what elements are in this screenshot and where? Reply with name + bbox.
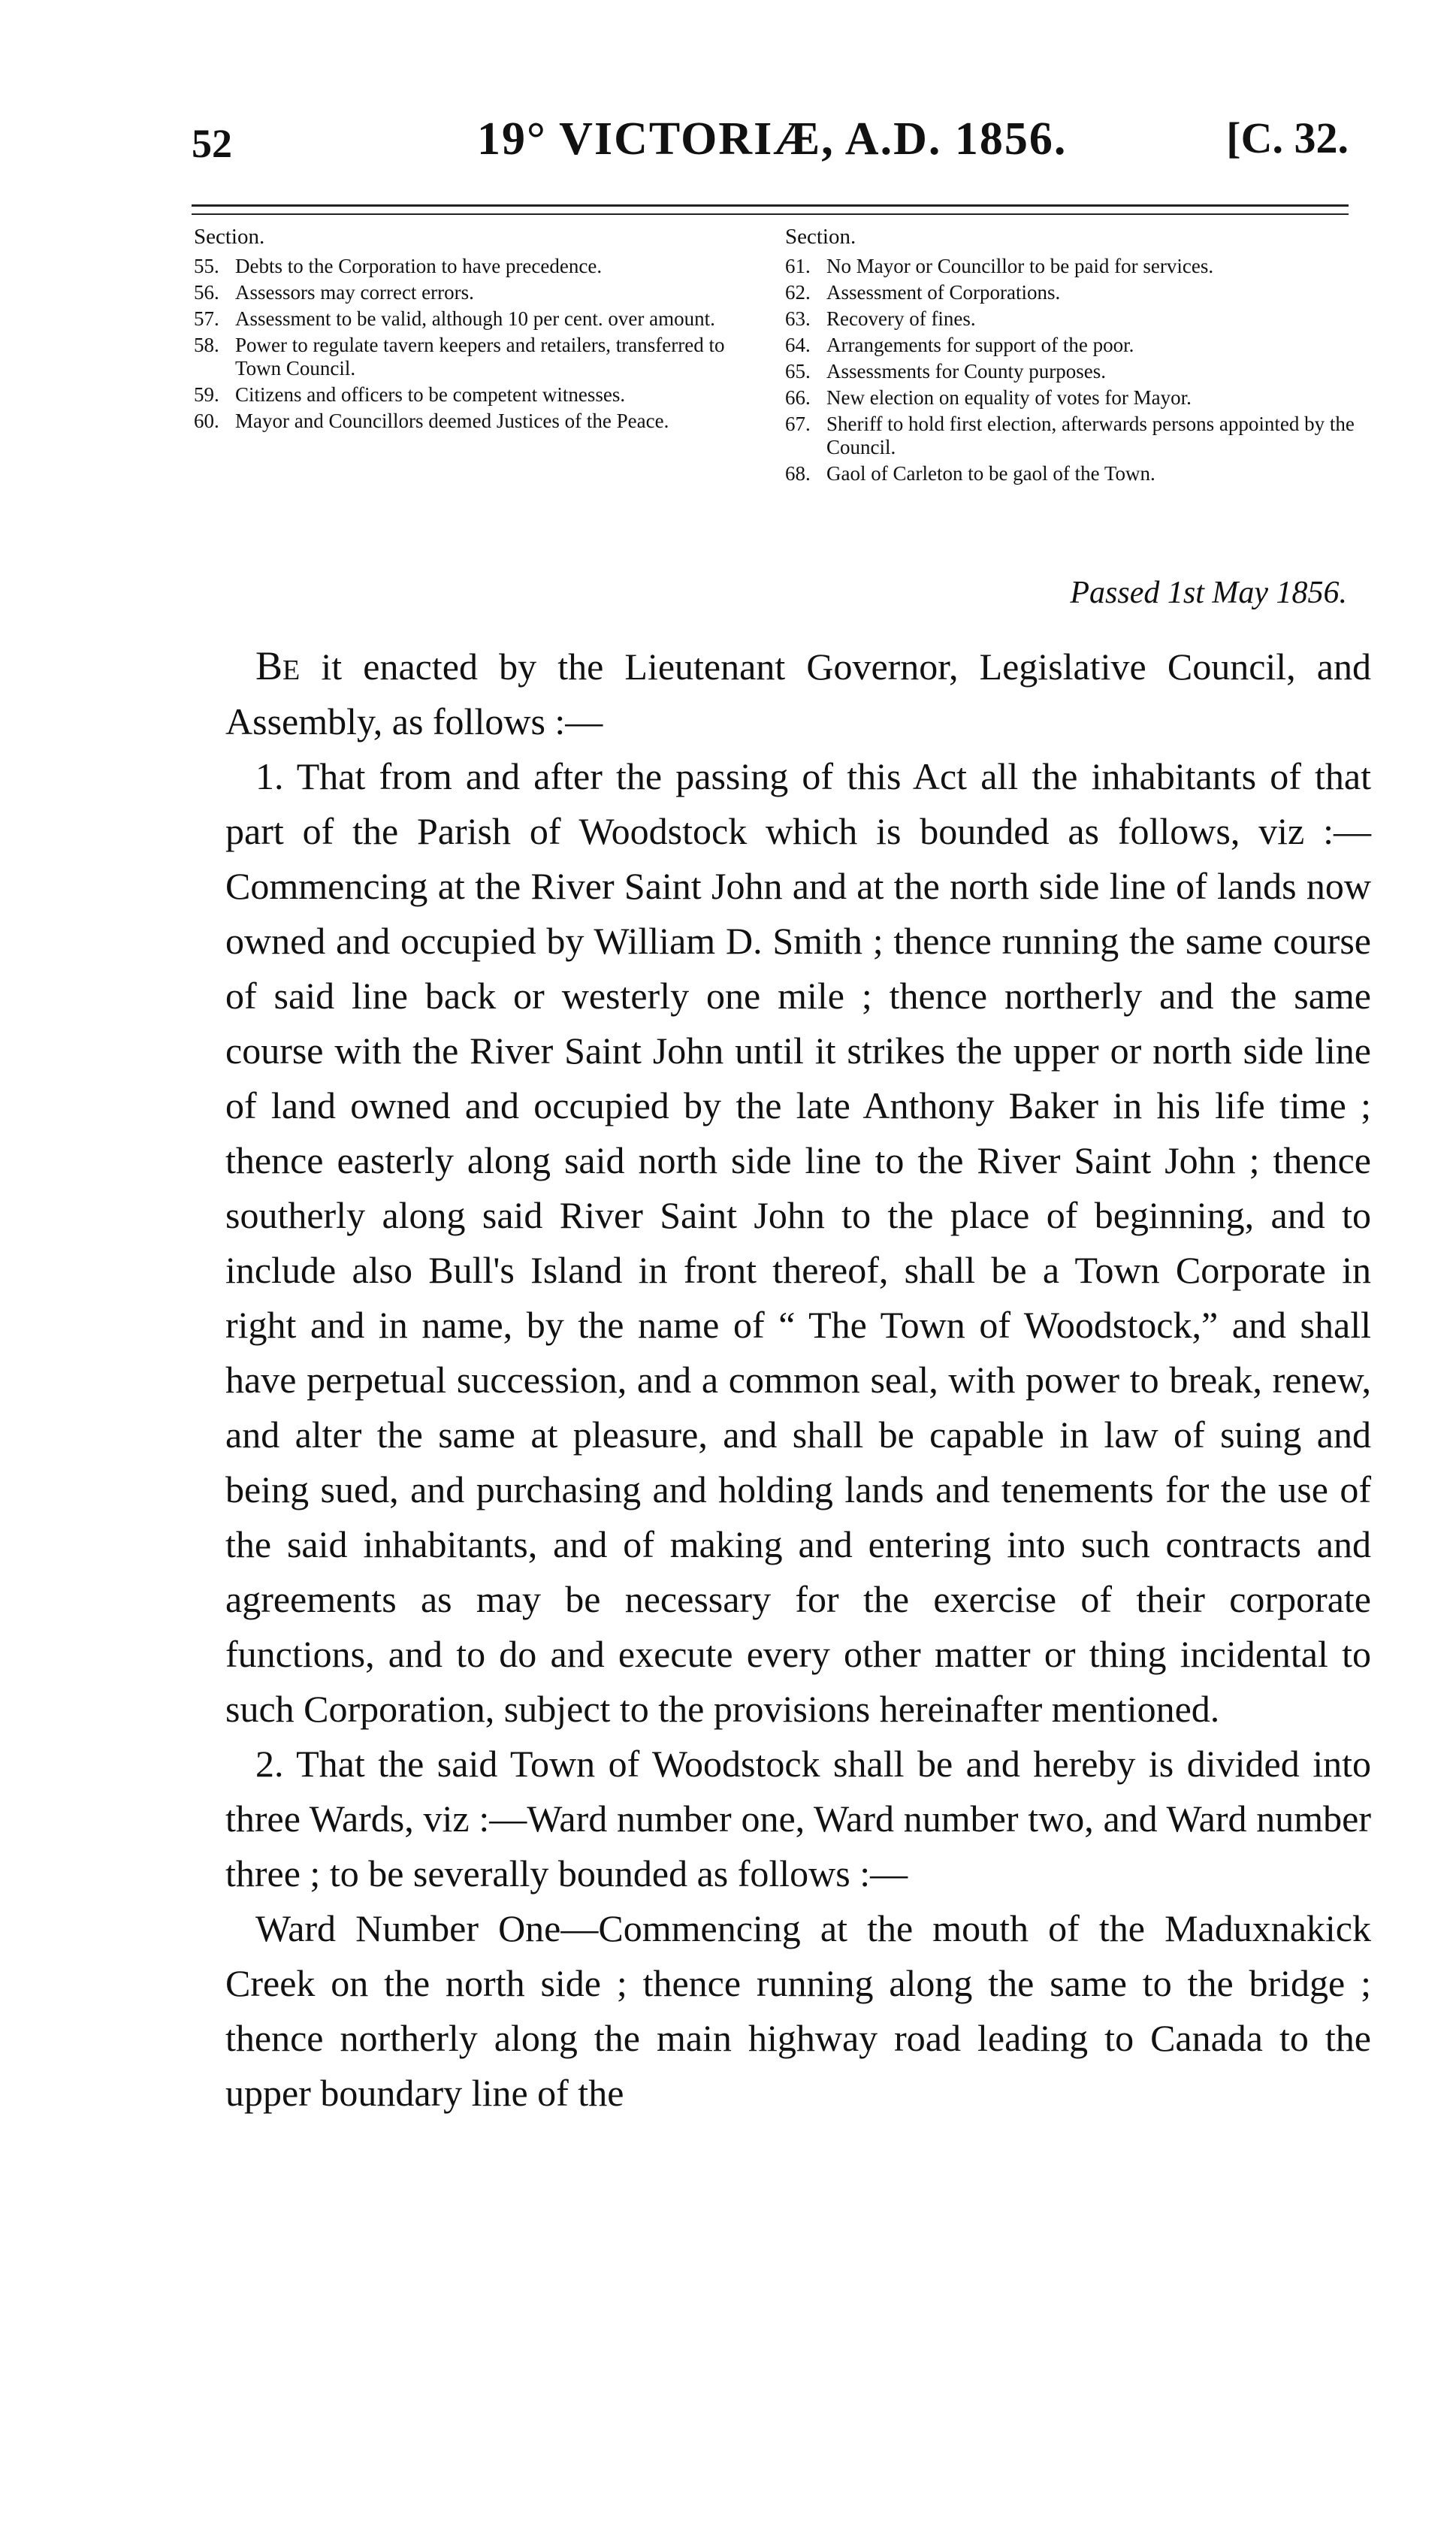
page-number: 52 <box>192 121 232 166</box>
running-title: 19° VICTORIÆ, A.D. 1856. <box>477 113 1068 165</box>
header-rule <box>192 204 1349 207</box>
section-index-item <box>785 360 1356 383</box>
section-number: 62. <box>785 281 811 304</box>
section-index-left <box>194 225 750 436</box>
section-index-item <box>194 410 750 433</box>
enacting-first-word: Be <box>255 643 301 688</box>
section-number: 60. <box>194 410 219 432</box>
section-index-item <box>785 413 1356 459</box>
section-index-item <box>785 462 1356 485</box>
section-number: 57. <box>194 307 219 330</box>
header-rule-secondary <box>192 213 1349 215</box>
enacting-clause <box>225 639 1371 749</box>
section-index-item <box>194 334 750 380</box>
section-number: 63. <box>785 307 811 330</box>
section-index-heading: Section. <box>785 225 856 249</box>
section-number: 58. <box>194 334 219 356</box>
section-summary: Recovery of fines. <box>826 307 976 330</box>
section-number: 68. <box>785 462 811 485</box>
section-index-item <box>785 334 1356 357</box>
section-number: 59. <box>194 383 219 406</box>
section-index-item <box>194 281 750 304</box>
section-number: 61. <box>785 255 811 277</box>
enacting-clause-text: it enacted by the Lieutenant Governor, Legislative Council, and Assembly, as follows :— <box>225 646 1371 742</box>
section-index-item <box>785 281 1356 304</box>
chapter-reference: [C. 32. <box>1226 113 1349 162</box>
section-2-paragraph: 2. That the said Town of Woodstock shall be and hereby is divided into three Wards, viz :—Ward number one, Ward number two, and Ward number three ; to be severally bounded as follows :— <box>225 1743 1371 1894</box>
section-index-heading: Section. <box>194 225 265 249</box>
section-number: 66. <box>785 386 811 409</box>
section-summary: Sheriff to hold first election, afterwards persons appointed by the Council. <box>826 413 1355 458</box>
page-header <box>192 113 1349 180</box>
section-summary: Assessment of Corporations. <box>826 281 1061 304</box>
section-summary: Assessment to be valid, although 10 per cent. over amount. <box>235 307 715 330</box>
section-index-right <box>785 225 1356 488</box>
section-summary: Power to regulate tavern keepers and retailers, transferred to Town Council. <box>235 334 725 379</box>
passed-label: Passed <box>1070 576 1160 610</box>
section-number: 56. <box>194 281 219 304</box>
section-summary: Arrangements for support of the poor. <box>826 334 1134 356</box>
section-summary: Mayor and Councillors deemed Justices of the Peace. <box>235 410 669 432</box>
section-summary: Debts to the Corporation to have precedence. <box>235 255 603 277</box>
ward-one-paragraph: Ward Number One—Commencing at the mouth of the Maduxnakick Creek on the north side ; thence running along the same to the bridge ; thence northerly along the main highway road leading to Canada to the upper boundary line of the <box>225 1907 1371 2114</box>
section-number: 55. <box>194 255 219 277</box>
section-summary: No Mayor or Councillor to be paid for services. <box>826 255 1214 277</box>
section-number: 65. <box>785 360 811 383</box>
section-number: 67. <box>785 413 811 435</box>
section-summary: Gaol of Carleton to be gaol of the Town. <box>826 462 1155 485</box>
section-index-item <box>194 307 750 331</box>
section-index-item <box>785 255 1356 278</box>
section-index-item <box>194 255 750 278</box>
section-summary: Citizens and officers to be competent witnesses. <box>235 383 626 406</box>
section-summary: Assessments for County purposes. <box>826 360 1106 383</box>
passed-date-line <box>1070 575 1347 611</box>
section-index-item <box>785 386 1356 410</box>
section-summary: New election on equality of votes for Mayor. <box>826 386 1192 409</box>
passed-date: 1st May 1856. <box>1167 576 1347 610</box>
section-index-item <box>194 383 750 407</box>
act-body <box>225 639 1371 2121</box>
section-number: 64. <box>785 334 811 356</box>
section-1-paragraph: 1. That from and after the passing of this Act all the inhabitants of that part of the Parish of Woodstock which is bounded as follows, viz :—Commencing at the River Saint John and at the north side line of lands now owned and occupied by William D. Smith ; thence running the same course of said line back or westerly one mile ; thence northerly and the same course with the River Saint John until it strikes the upper or north side line of land owned and occupied by the late Anthony Baker in his life time ; thence easterly along said north side line to the River Saint John ; thence southerly along said River Saint John to the place of beginning, and to include also Bull's Island in front thereof, shall be a Town Corporate in right and in name, by the name of “ The Town of Woodstock,” and shall have perpetual succession, and a common seal, with power to break, renew, and alter the same at pleasure, and shall be capable in law of suing and being sued, and purchasing and holding lands and tenements for the use of the said inhabitants, and of making and entering into such contracts and agreements as may be necessary for the exercise of their corporate functions, and to do and execute every other matter or thing incidental to such Corporation, subject to the provisions hereinafter mentioned. <box>225 755 1371 1730</box>
section-index-item <box>785 307 1356 331</box>
section-summary: Assessors may correct errors. <box>235 281 474 304</box>
